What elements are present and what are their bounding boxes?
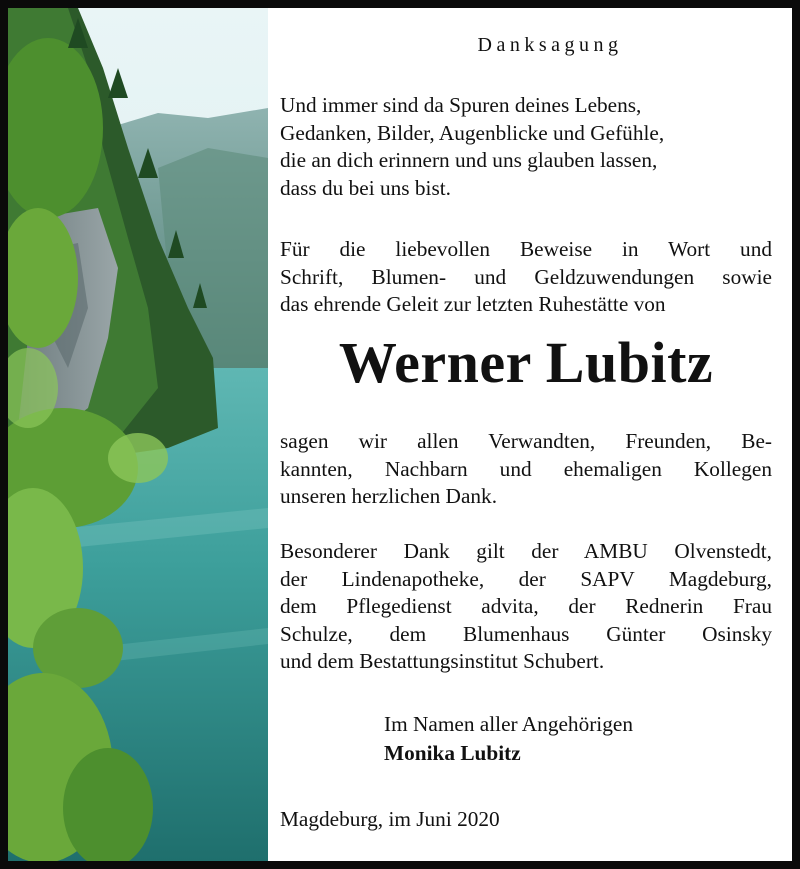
- signer-name: Monika Lubitz: [384, 741, 521, 765]
- text-line: das ehrende Geleit zur letzten Ruhestätte von: [280, 292, 666, 316]
- notice-heading: Danksagung: [477, 34, 623, 56]
- verse-line: Gedanken, Bilder, Augenblicke und Gefühle,: [280, 120, 665, 145]
- text-line: Schrift, Blumen- und Geldzuwendungen sowie: [280, 264, 772, 289]
- verse-line: die an dich erinnern und uns glauben lassen,: [280, 148, 658, 172]
- text-line: der Lindenapotheke, der SAPV Magdeburg,: [280, 566, 772, 591]
- special-thanks: [280, 538, 772, 676]
- text-line: Schulze, dem Blumenhaus Günter Osinsky: [280, 621, 772, 646]
- thanks-recipients: [280, 428, 772, 511]
- notice-text: [280, 8, 782, 861]
- text-line: dem Pflegedienst advita, der Rednerin Frau: [280, 594, 772, 618]
- lake-landscape-photo: [8, 8, 268, 861]
- memorial-verse: [280, 92, 772, 202]
- signature-line: Im Namen aller Angehörigen: [384, 712, 633, 736]
- verse-line: Und immer sind da Spuren deines Lebens,: [280, 93, 642, 117]
- text-line: Für die liebevollen Beweise in Wort und: [280, 237, 772, 261]
- text-line: kannten, Nachbarn und ehemaligen Kollegen: [280, 456, 772, 481]
- text-line: unseren herzlichen Dank.: [280, 484, 498, 508]
- verse-line: dass du bei uns bist.: [280, 175, 451, 200]
- deceased-name: Werner Lubitz: [338, 330, 714, 395]
- text-line: sagen wir allen Verwandten, Freunden, Be-: [280, 429, 772, 453]
- place-date: Magdeburg, im Juni 2020: [280, 807, 500, 831]
- text-line: und dem Bestattungsinstitut Schubert.: [280, 649, 605, 673]
- thanks-intro: [280, 236, 772, 319]
- signature-block: [384, 710, 633, 768]
- text-line: Besonderer Dank gilt der AMBU Olvenstedt,: [280, 539, 772, 563]
